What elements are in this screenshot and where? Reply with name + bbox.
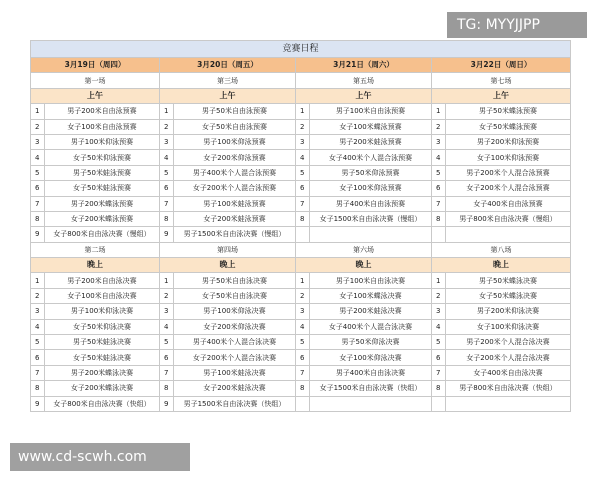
event-name: 女子50米自由泳决赛 [174,288,296,303]
event-number: 8 [31,381,45,396]
event-name: 男子400米自由泳决赛 [310,365,432,380]
event-number: 3 [296,304,310,319]
event-name: 女子50米仰泳决赛 [45,319,160,334]
event-name: 男子200米蝶泳预赛 [45,196,160,211]
event-row [31,227,571,242]
event-number: 5 [160,165,174,180]
event-number: 8 [432,381,446,396]
event-number: 5 [432,165,446,180]
session-label: 第五场 [296,73,432,88]
event-number: 6 [31,350,45,365]
event-name: 女子100米仰泳预赛 [310,181,432,196]
event-number: 4 [432,319,446,334]
event-number: 4 [296,150,310,165]
event-name: 女子1500米自由泳决赛（快组） [310,381,432,396]
event-name: 男子50米自由泳决赛 [174,273,296,288]
event-name: 女子1500米自由泳决赛（慢组） [310,211,432,226]
event-name: 女子800米自由泳决赛（快组） [45,396,160,411]
event-number: 1 [432,273,446,288]
event-number: 2 [296,288,310,303]
session-label: 第七场 [432,73,571,88]
event-name: 男子200米仰泳决赛 [446,304,571,319]
event-name: 男子100米仰泳预赛 [174,134,296,149]
event-name: 女子100米蝶泳预赛 [310,119,432,134]
event-name: 女子200米蝶泳预赛 [45,211,160,226]
event-row [31,150,571,165]
event-name [446,396,571,411]
event-number: 2 [296,119,310,134]
event-number: 4 [160,319,174,334]
event-number: 1 [160,104,174,119]
event-number: 8 [432,211,446,226]
event-number: 8 [160,211,174,226]
event-name: 女子100米蝶泳决赛 [310,288,432,303]
event-number: 1 [31,273,45,288]
event-name: 男子50米仰泳决赛 [310,335,432,350]
period-label: 晚上 [296,258,432,273]
event-name [310,227,432,242]
event-name: 男子200米蛙泳决赛 [310,304,432,319]
event-row [31,288,571,303]
event-name: 女子50米仰泳预赛 [45,150,160,165]
event-name: 男子200米个人混合泳决赛 [446,335,571,350]
event-row [31,319,571,334]
event-number: 4 [31,319,45,334]
event-name: 男子100米蛙泳决赛 [174,365,296,380]
event-name: 男子50米蝶泳决赛 [446,273,571,288]
event-number [296,227,310,242]
event-number: 7 [31,196,45,211]
date-header: 3月21日（周六） [296,58,432,73]
event-name: 男子400米个人混合泳预赛 [174,165,296,180]
event-number: 7 [160,196,174,211]
event-number: 9 [160,396,174,411]
event-number: 3 [31,134,45,149]
event-name: 女子50米蝶泳预赛 [446,119,571,134]
event-name: 女子200米仰泳预赛 [174,150,296,165]
period-label: 上午 [160,88,296,103]
event-name: 女子800米自由泳决赛（慢组） [45,227,160,242]
event-number: 3 [160,304,174,319]
event-name: 男子50米仰泳预赛 [310,165,432,180]
event-name: 女子200米个人混合泳决赛 [174,350,296,365]
event-name: 女子200米蝶泳决赛 [45,381,160,396]
event-name: 女子200米仰泳决赛 [174,319,296,334]
event-number: 6 [31,181,45,196]
event-number: 3 [31,304,45,319]
event-name: 女子200米蛙泳预赛 [174,211,296,226]
event-row [31,365,571,380]
event-number: 2 [432,288,446,303]
event-name: 男子100米自由泳预赛 [310,104,432,119]
event-name: 男子50米蛙泳决赛 [45,335,160,350]
period-label: 上午 [432,88,571,103]
date-header-row [31,58,571,73]
session-label: 第二场 [31,242,160,257]
event-row [31,304,571,319]
event-number: 6 [296,181,310,196]
session-label: 第一场 [31,73,160,88]
period-label: 上午 [296,88,432,103]
event-name: 男子800米自由泳决赛（慢组） [446,211,571,226]
event-name: 女子50米蝶泳决赛 [446,288,571,303]
event-number: 1 [31,104,45,119]
event-number: 5 [296,165,310,180]
event-name: 女子200米个人混合泳预赛 [174,181,296,196]
event-number: 7 [296,196,310,211]
event-number: 4 [432,150,446,165]
event-number: 8 [31,211,45,226]
event-row [31,273,571,288]
watermark-bottom: www.cd-scwh.com [10,443,190,471]
event-number: 7 [432,196,446,211]
event-row [31,211,571,226]
event-number: 9 [31,396,45,411]
event-name: 女子100米自由泳决赛 [45,288,160,303]
event-name: 男子100米仰泳预赛 [45,134,160,149]
session-label: 第六场 [296,242,432,257]
event-row [31,196,571,211]
event-number: 3 [160,134,174,149]
event-number: 5 [160,335,174,350]
event-name: 男子50米蛙泳预赛 [45,165,160,180]
event-number: 2 [432,119,446,134]
event-name: 男子50米蝶泳预赛 [446,104,571,119]
event-row [31,181,571,196]
event-row [31,104,571,119]
event-row [31,396,571,411]
event-name: 男子50米自由泳预赛 [174,104,296,119]
watermark-top: TG: MYYJJPP [447,12,587,38]
schedule-title: 竞赛日程 [31,41,571,58]
session-label: 第三场 [160,73,296,88]
event-number: 3 [432,304,446,319]
event-row [31,165,571,180]
event-name: 男子800米自由泳决赛（快组） [446,381,571,396]
title-row [31,41,571,58]
period-label: 晚上 [432,258,571,273]
event-number: 3 [296,134,310,149]
schedule-table [30,40,571,412]
event-number: 2 [160,288,174,303]
event-number: 6 [296,350,310,365]
event-row [31,134,571,149]
event-number: 1 [296,273,310,288]
event-number: 6 [432,350,446,365]
event-number: 8 [160,381,174,396]
event-number: 3 [432,134,446,149]
period-label: 晚上 [160,258,296,273]
event-name: 男子100米仰泳决赛 [45,304,160,319]
event-name: 女子200米蛙泳决赛 [174,381,296,396]
event-name: 女子100米仰泳预赛 [446,150,571,165]
event-name: 女子50米自由泳预赛 [174,119,296,134]
event-number: 6 [160,181,174,196]
event-number: 5 [31,335,45,350]
event-number: 4 [296,319,310,334]
event-name: 男子100米自由泳决赛 [310,273,432,288]
event-number [296,396,310,411]
event-name: 女子400米个人混合泳预赛 [310,150,432,165]
event-row [31,119,571,134]
event-name: 女子400米个人混合泳决赛 [310,319,432,334]
event-name: 男子1500米自由泳决赛（快组） [174,396,296,411]
event-name: 男子200米自由泳预赛 [45,104,160,119]
event-number: 8 [296,381,310,396]
event-number: 5 [432,335,446,350]
event-number: 2 [31,288,45,303]
event-name: 女子100米仰泳决赛 [446,319,571,334]
date-header: 3月20日（周五） [160,58,296,73]
period-label: 上午 [31,88,160,103]
event-number: 9 [31,227,45,242]
event-number [432,396,446,411]
event-number: 1 [432,104,446,119]
event-number: 6 [432,181,446,196]
event-number: 7 [31,365,45,380]
session-row [31,242,571,257]
event-number: 5 [31,165,45,180]
event-row [31,350,571,365]
event-name: 男子400米自由泳预赛 [310,196,432,211]
event-row [31,381,571,396]
event-name: 女子400米自由泳决赛 [446,365,571,380]
session-row [31,73,571,88]
period-row [31,88,571,103]
date-header: 3月19日（周四） [31,58,160,73]
event-name: 男子1500米自由泳决赛（慢组） [174,227,296,242]
event-number: 4 [31,150,45,165]
event-name: 男子200米自由泳决赛 [45,273,160,288]
event-name: 女子400米自由泳预赛 [446,196,571,211]
event-number: 6 [160,350,174,365]
event-name [446,227,571,242]
event-number: 2 [160,119,174,134]
event-number: 7 [296,365,310,380]
event-number: 8 [296,211,310,226]
event-number: 9 [160,227,174,242]
event-name: 女子200米个人混合泳预赛 [446,181,571,196]
event-name: 女子50米蛙泳预赛 [45,181,160,196]
period-label: 晚上 [31,258,160,273]
event-number: 1 [160,273,174,288]
event-name: 女子100米自由泳预赛 [45,119,160,134]
event-number: 5 [296,335,310,350]
event-name: 男子400米个人混合泳决赛 [174,335,296,350]
event-name: 男子200米个人混合泳预赛 [446,165,571,180]
event-row [31,335,571,350]
date-header: 3月22日（周日） [432,58,571,73]
period-row [31,258,571,273]
event-number: 1 [296,104,310,119]
session-label: 第八场 [432,242,571,257]
event-number: 4 [160,150,174,165]
session-label: 第四场 [160,242,296,257]
event-name: 男子200米蛙泳预赛 [310,134,432,149]
event-name: 男子100米蛙泳预赛 [174,196,296,211]
event-number: 7 [432,365,446,380]
event-name: 女子100米仰泳决赛 [310,350,432,365]
event-name: 男子200米蝶泳决赛 [45,365,160,380]
event-number [432,227,446,242]
event-name [310,396,432,411]
event-name: 女子200米个人混合泳决赛 [446,350,571,365]
event-number: 2 [31,119,45,134]
event-name: 女子50米蛙泳决赛 [45,350,160,365]
event-name: 男子200米仰泳预赛 [446,134,571,149]
event-name: 男子100米仰泳决赛 [174,304,296,319]
event-number: 7 [160,365,174,380]
